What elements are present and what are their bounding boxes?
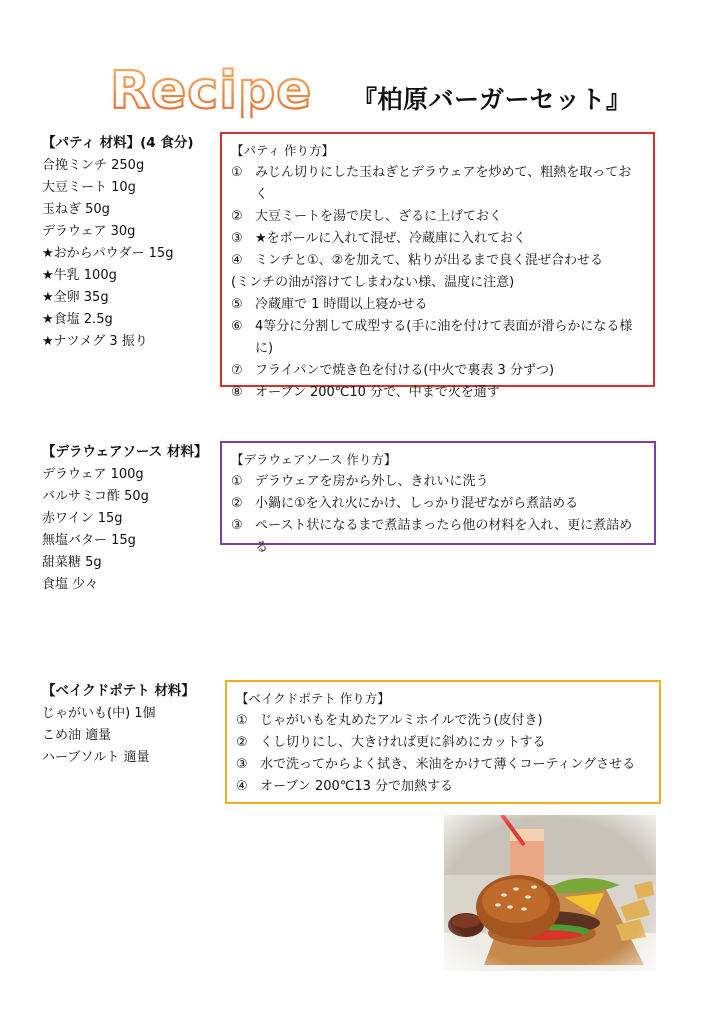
ingredient-item: 大豆ミート 10g bbox=[42, 180, 136, 195]
potato-steps-heading: 【ベイクドポテト 作り方】 bbox=[236, 691, 390, 706]
step-item bbox=[231, 316, 643, 360]
recipe-logo-text: Recipe bbox=[110, 61, 313, 118]
page-header bbox=[0, 0, 724, 130]
ingredient-item: 赤ワイン 15g bbox=[42, 511, 123, 526]
sauce-ingredients bbox=[42, 441, 208, 596]
ingredient-item: ハーブソルト 適量 bbox=[42, 750, 150, 765]
step-item bbox=[231, 515, 644, 559]
step-number: ④ bbox=[231, 253, 243, 268]
sauce-steps-heading: 【デラウェアソース 作り方】 bbox=[231, 452, 397, 467]
step-text: ペースト状になるまで煮詰まったら他の材料を入れ、更に煮詰める bbox=[255, 518, 633, 555]
ingredient-item: ★おからパウダー 15g bbox=[42, 246, 174, 261]
step-text: みじん切りにした玉ねぎとデラウェアを炒めて、粗熱を取っておく bbox=[255, 165, 632, 202]
patty-ingredients-heading: 【パティ 材料】(4 食分) bbox=[42, 135, 194, 151]
step-item bbox=[231, 206, 643, 228]
step-number: ⑧ bbox=[231, 385, 243, 400]
step-number: ④ bbox=[236, 779, 248, 794]
ingredient-item: デラウェア 100g bbox=[42, 467, 144, 482]
ingredient-item: 玉ねぎ 50g bbox=[42, 202, 110, 217]
ingredient-item: 甜菜糖 5g bbox=[42, 555, 102, 570]
step-number: ② bbox=[236, 735, 248, 750]
step-text: くし切りにし、大きければ更に斜めにカットする bbox=[260, 735, 546, 750]
step-text: 大豆ミートを湯で戻し、ざるに上げておく bbox=[255, 209, 503, 224]
step-text: 水で洗ってからよく拭き、米油をかけて薄くコーティングさせる bbox=[260, 757, 636, 772]
step-item bbox=[236, 776, 649, 798]
step-number: ① bbox=[231, 474, 243, 489]
ingredient-item: 食塩 少々 bbox=[42, 577, 99, 592]
burger-photo bbox=[444, 815, 656, 971]
step-number: ③ bbox=[231, 231, 243, 246]
step-text: じゃがいもを丸めたアルミホイルで洗う(皮付き) bbox=[260, 713, 543, 728]
page-title: 『柏原バーガーセット』 bbox=[352, 85, 632, 114]
step-item bbox=[231, 162, 643, 206]
step-number: ⑤ bbox=[231, 297, 243, 312]
ingredient-item: ★食塩 2.5g bbox=[42, 312, 113, 327]
step-number: ⑦ bbox=[231, 363, 243, 378]
potato-ingredients-heading: 【ベイクドポテト 材料】 bbox=[42, 683, 195, 699]
ingredient-item: 合挽ミンチ 250g bbox=[42, 158, 145, 173]
step-item bbox=[231, 250, 643, 272]
step-text: 4等分に分割して成型する(手に油を付けて表面が滑らかになる様に) bbox=[255, 319, 633, 356]
ingredient-item: ★ナツメグ 3 振り bbox=[42, 334, 148, 349]
ingredient-item: ★牛乳 100g bbox=[42, 268, 117, 283]
step-number: ⑥ bbox=[231, 319, 243, 334]
step-number: ③ bbox=[231, 518, 243, 533]
ingredient-item: こめ油 適量 bbox=[42, 728, 112, 743]
step-text: フライパンで焼き色を付ける(中火で裏表 3 分ずつ) bbox=[255, 363, 555, 378]
patty-steps-box bbox=[220, 132, 655, 400]
step-item bbox=[231, 471, 644, 493]
step-item bbox=[236, 732, 649, 754]
ingredient-item: ★全卵 35g bbox=[42, 290, 109, 305]
patty-ingredients bbox=[42, 132, 194, 353]
step-text: オーブン 200℃13 分で加熱する bbox=[260, 779, 454, 794]
recipe-logo bbox=[108, 58, 328, 118]
step-text: ミンチと①、②を加えて、粘りが出るまで良く混ぜ合わせる bbox=[255, 253, 604, 268]
step-text: ★をボールに入れて混ぜ、冷蔵庫に入れておく bbox=[255, 231, 527, 246]
step-number: ② bbox=[231, 209, 243, 224]
potato-steps-box bbox=[225, 680, 661, 804]
ingredient-item: デラウェア 30g bbox=[42, 224, 136, 239]
patty-steps-heading: 【パティ 作り方】 bbox=[231, 143, 334, 158]
step-note: (ミンチの油が溶けてしまわない様、温度に注意) bbox=[231, 275, 515, 290]
step-item bbox=[231, 360, 643, 382]
sauce-steps-box bbox=[220, 441, 656, 555]
step-text: デラウェアを房から外し、きれいに洗う bbox=[255, 474, 489, 489]
step-number: ① bbox=[236, 713, 248, 728]
potato-ingredients bbox=[42, 680, 195, 769]
step-item bbox=[236, 754, 649, 776]
step-text: 冷蔵庫で 1 時間以上寝かせる bbox=[255, 297, 428, 312]
step-number: ③ bbox=[236, 757, 248, 772]
step-item bbox=[231, 493, 644, 515]
step-item bbox=[231, 228, 643, 250]
step-text: オーブン 200℃10 分で、中まで火を通す bbox=[255, 385, 500, 400]
step-number: ② bbox=[231, 496, 243, 511]
step-item bbox=[231, 382, 643, 404]
sauce-ingredients-heading: 【デラウェアソース 材料】 bbox=[42, 444, 208, 460]
ingredient-item: じゃがいも(中) 1個 bbox=[42, 706, 156, 721]
ingredient-item: 無塩バター 15g bbox=[42, 533, 136, 548]
step-item bbox=[231, 294, 643, 316]
step-item bbox=[236, 710, 649, 732]
step-text: 小鍋に①を入れ火にかけ、しっかり混ぜながら煮詰める bbox=[255, 496, 579, 511]
step-number: ① bbox=[231, 165, 243, 180]
ingredient-item: バルサミコ酢 50g bbox=[42, 489, 149, 504]
